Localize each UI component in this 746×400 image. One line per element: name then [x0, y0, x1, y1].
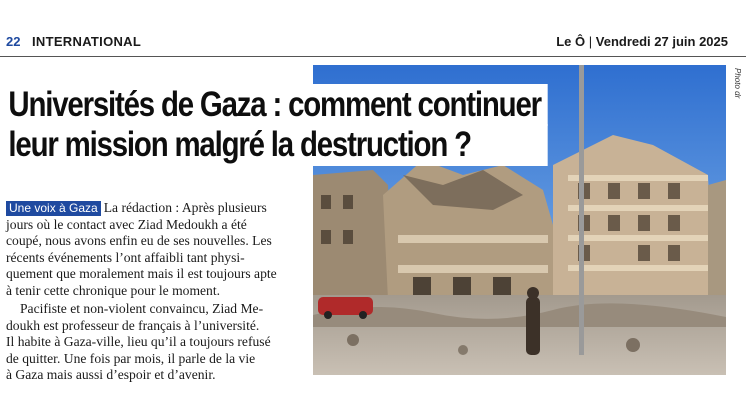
headline-line-2: leur mission malgré la destruction ? — [0, 124, 548, 166]
lead-line: coupé, nous avons enfin eu de ses nouvelles. Les — [6, 233, 272, 248]
section-label: INTERNATIONAL — [32, 34, 142, 49]
lead-line: à tenir cette chronique pour le moment. — [6, 282, 221, 298]
newspaper-brand: Le Ô — [556, 34, 586, 49]
headline-line-1: Universités de Gaza : comment continuer — [0, 84, 548, 126]
lead-line: quement que moralement mais il est toujours apte — [6, 266, 277, 281]
lead-line: récents événements l’ont affaibli tant physi- — [6, 249, 245, 265]
article-body — [6, 200, 306, 384]
para2-line: de quitter. Une fois par mois, il parle de la vie — [6, 350, 256, 366]
lead-paragraph — [6, 200, 306, 299]
issue-date: Vendredi 27 juin 2025 — [595, 34, 728, 49]
kicker-badge: Une voix à Gaza — [6, 201, 101, 216]
second-paragraph — [6, 301, 306, 384]
page-number: 22 — [6, 34, 21, 49]
masthead-separator: | — [588, 34, 593, 49]
headline — [0, 84, 652, 166]
photo-credit: Photo dr — [733, 68, 742, 99]
masthead — [556, 34, 728, 49]
header-rule — [0, 56, 746, 57]
para2-line: à Gaza mais aussi d’espoir et d’avenir. — [6, 367, 216, 382]
lead-line: jours où le contact avec Ziad Medoukh a été — [6, 216, 247, 232]
para2-line: doukh est professeur de français à l’université. — [6, 317, 260, 333]
para2-line: Il habite à Gaza-ville, lieu qu’il a toujours refusé — [6, 334, 271, 349]
page-header — [0, 0, 746, 52]
lead-line: La rédaction : Après plusieurs — [103, 200, 267, 215]
para2-line: Pacifiste et non-violent convaincu, Ziad Me- — [20, 301, 264, 316]
